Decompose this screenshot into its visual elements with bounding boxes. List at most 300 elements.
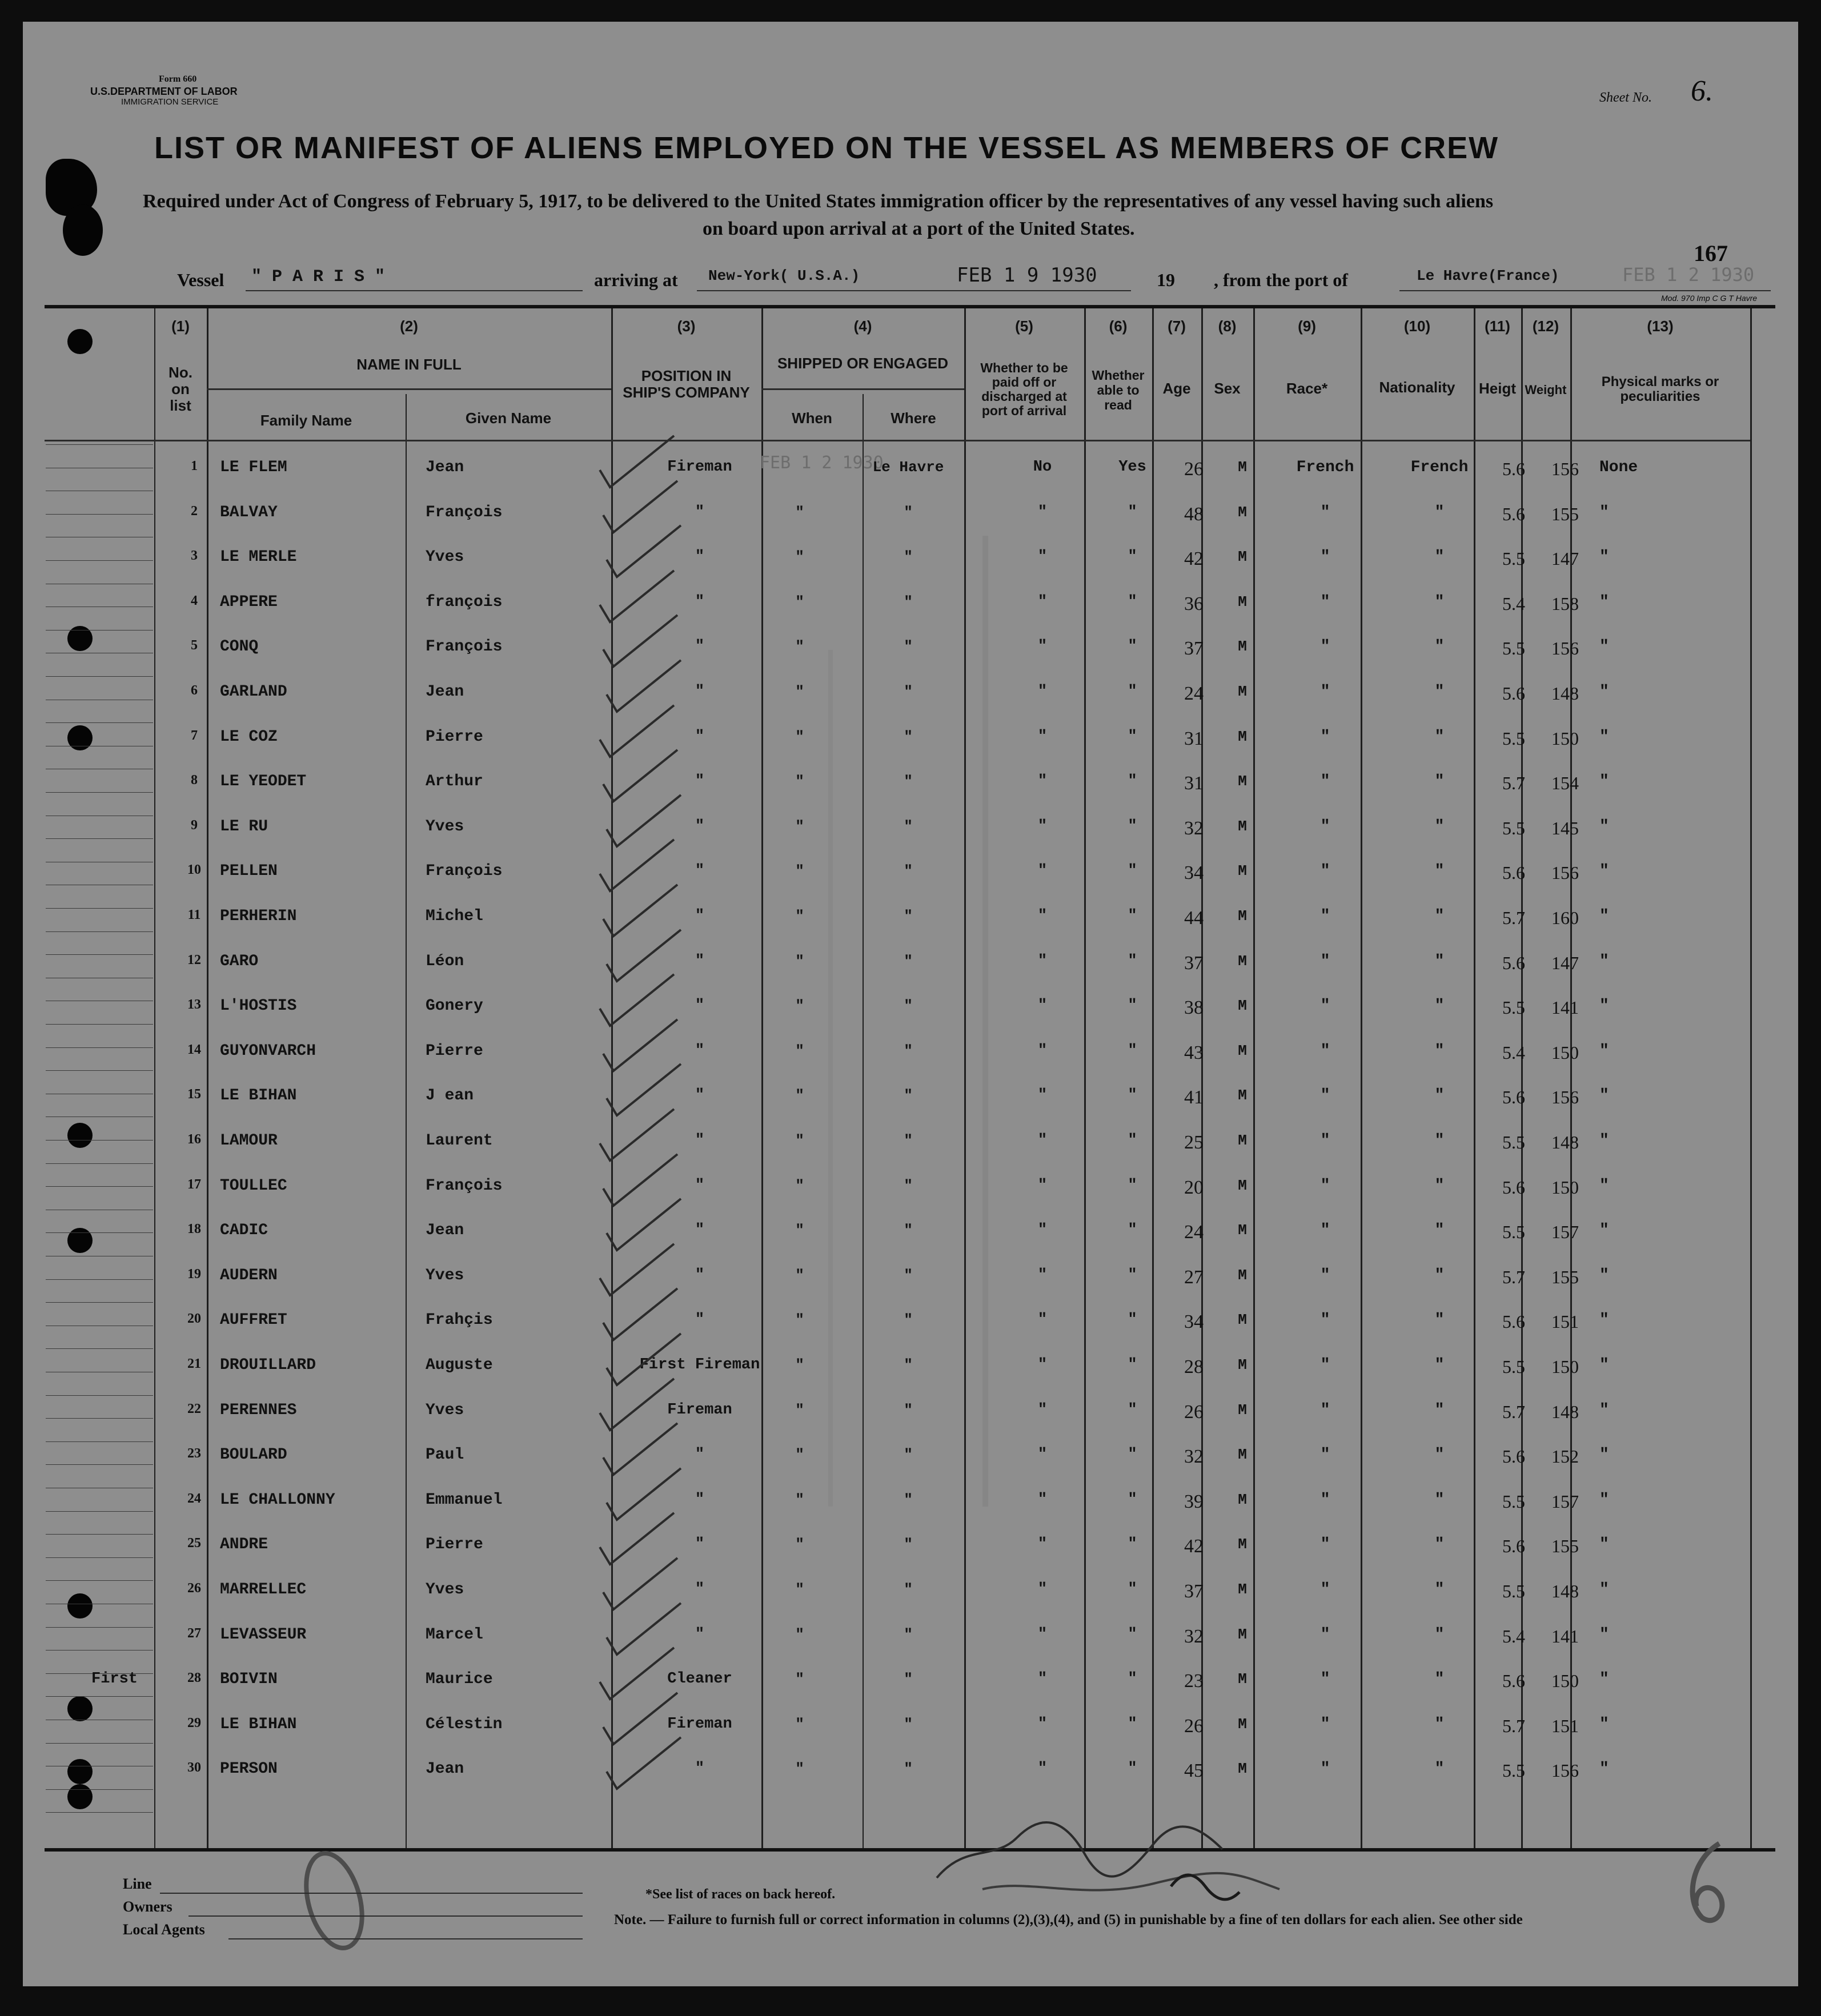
paid-off-cell: ": [1037, 1401, 1048, 1419]
col12-number: (12): [1532, 318, 1559, 335]
shipped-where-cell: ": [904, 1715, 913, 1733]
position-cell: ": [695, 1087, 705, 1105]
height-cell: 5.6: [1502, 1087, 1525, 1108]
weight-cell: 147: [1551, 548, 1579, 569]
family-name-cell: LE BIHAN: [220, 1715, 297, 1733]
sex-cell: M: [1238, 503, 1247, 521]
able-to-read-cell: ": [1128, 548, 1137, 566]
shipped-where-cell: ": [904, 862, 913, 880]
height-cell: 5.7: [1502, 1266, 1525, 1287]
shipped-where-cell: ": [904, 997, 913, 1015]
table-row: [23, 1121, 1798, 1165]
physical-marks-cell: ": [1599, 728, 1609, 746]
family-name-cell: LE COZ: [220, 728, 278, 746]
physical-marks-cell: ": [1599, 817, 1609, 836]
able-to-read-cell: ": [1128, 1042, 1137, 1059]
sex-cell: M: [1238, 459, 1247, 476]
age-cell: 37: [1184, 638, 1204, 660]
height-cell: 5.5: [1502, 1222, 1525, 1243]
able-to-read-cell: ": [1128, 1670, 1137, 1688]
height-cell: 5.5: [1502, 1491, 1525, 1512]
footer-owners-underline: [188, 1915, 583, 1917]
row-number-cell: 1: [191, 459, 198, 473]
family-name-cell: APPERE: [220, 593, 278, 611]
height-cell: 5.5: [1502, 997, 1525, 1018]
shipped-when-cell: ": [795, 1311, 804, 1329]
row-number-cell: 25: [187, 1536, 201, 1551]
family-name-cell: LE FLEM: [220, 459, 287, 476]
race-cell: ": [1320, 1401, 1330, 1419]
year-label: 19: [1157, 270, 1175, 290]
col1-label: No. on list: [169, 364, 192, 414]
shipped-when-cell: ": [795, 503, 804, 521]
row-number-cell: 27: [187, 1625, 201, 1641]
table-row: [23, 806, 1798, 851]
able-to-read-cell: ": [1128, 907, 1137, 925]
paid-off-cell: ": [1037, 1446, 1048, 1464]
race-cell: ": [1320, 1087, 1330, 1105]
shipped-when-cell: ": [795, 952, 804, 970]
paid-off-cell: ": [1037, 1266, 1048, 1284]
table-row: [23, 896, 1798, 941]
nationality-cell: ": [1434, 773, 1445, 791]
position-cell: Fireman: [667, 1715, 732, 1733]
family-name-cell: PERSON: [220, 1760, 278, 1778]
subtitle-line2: on board upon arrival at a port of the United States.: [703, 218, 1135, 239]
race-cell: ": [1320, 773, 1330, 791]
shipped-when-cell: ": [795, 1042, 804, 1059]
shipped-when-cell: ": [795, 1715, 804, 1733]
row-number-cell: 21: [187, 1356, 201, 1371]
table-row: [23, 582, 1798, 627]
shipped-when-cell: FEB 1 2 1930: [760, 453, 884, 473]
sex-cell: M: [1238, 548, 1247, 566]
shipped-where-cell: ": [904, 1536, 913, 1553]
race-cell: ": [1320, 1536, 1330, 1554]
row-number-cell: 20: [187, 1311, 201, 1327]
able-to-read-cell: ": [1128, 593, 1137, 611]
shipped-where-cell: ": [904, 1042, 913, 1059]
age-cell: 26: [1184, 1401, 1204, 1423]
weight-cell: 156: [1551, 459, 1579, 479]
shipped-when-cell: ": [795, 1446, 804, 1464]
physical-marks-cell: ": [1599, 1401, 1609, 1419]
physical-marks-cell: ": [1599, 1536, 1609, 1554]
physical-marks-cell: ": [1599, 1625, 1609, 1644]
paid-off-cell: ": [1037, 1760, 1048, 1778]
header-bottom-rule: [45, 440, 1750, 441]
age-cell: 37: [1184, 1581, 1204, 1602]
height-cell: 5.4: [1502, 1042, 1525, 1063]
nationality-cell: ": [1434, 817, 1445, 836]
physical-marks-cell: ": [1599, 1715, 1609, 1733]
race-cell: ": [1320, 1625, 1330, 1644]
nationality-cell: ": [1434, 1176, 1445, 1195]
shipped-when-cell: ": [795, 1176, 804, 1194]
physical-marks-cell: ": [1599, 593, 1609, 611]
paid-off-cell: ": [1037, 1715, 1048, 1733]
nationality-cell: ": [1434, 548, 1445, 567]
age-cell: 23: [1184, 1670, 1204, 1692]
nationality-cell: ": [1434, 1222, 1445, 1240]
table-row: [23, 1615, 1798, 1659]
height-cell: 5.6: [1502, 862, 1525, 883]
weight-cell: 150: [1551, 1176, 1579, 1198]
shipped-where-cell: ": [904, 1446, 913, 1464]
physical-marks-cell: ": [1599, 862, 1609, 881]
family-name-cell: PELLEN: [220, 862, 278, 881]
nationality-cell: ": [1434, 683, 1445, 701]
shipped-where-cell: ": [904, 817, 913, 835]
paid-off-cell: ": [1037, 1222, 1048, 1239]
age-cell: 45: [1184, 1760, 1204, 1782]
able-to-read-cell: ": [1128, 1715, 1137, 1733]
age-cell: 31: [1184, 773, 1204, 794]
position-cell: ": [695, 1760, 705, 1778]
height-cell: 5.6: [1502, 1536, 1525, 1557]
position-cell: ": [695, 1625, 705, 1643]
paid-off-cell: ": [1037, 1132, 1048, 1149]
sex-cell: M: [1238, 728, 1247, 745]
position-cell: ": [695, 1581, 705, 1598]
col4-number: (4): [853, 318, 872, 335]
sex-cell: M: [1238, 1581, 1247, 1598]
paid-off-cell: ": [1037, 503, 1048, 521]
able-to-read-cell: ": [1128, 1356, 1137, 1374]
position-cell: ": [695, 1446, 705, 1464]
race-cell: ": [1320, 503, 1330, 521]
family-name-cell: L'HOSTIS: [220, 997, 297, 1015]
given-name-cell: Pierre: [426, 1042, 483, 1060]
height-cell: 5.7: [1502, 773, 1525, 794]
given-name-cell: Pierre: [426, 1536, 483, 1554]
shipped-when-cell: ": [795, 1356, 804, 1374]
sex-cell: M: [1238, 1222, 1247, 1239]
race-cell: ": [1320, 548, 1330, 567]
weight-cell: 150: [1551, 1670, 1579, 1692]
shipped-where-cell: ": [904, 1087, 913, 1105]
able-to-read-cell: ": [1128, 997, 1137, 1015]
family-name-cell: AUDERN: [220, 1266, 278, 1284]
physical-marks-cell: ": [1599, 1176, 1609, 1195]
shipped-where-cell: ": [904, 907, 913, 925]
able-to-read-cell: ": [1128, 728, 1137, 745]
nationality-cell: ": [1434, 593, 1445, 611]
height-cell: 5.7: [1502, 907, 1525, 928]
handwritten-mark: [1674, 1832, 1742, 1929]
race-cell: ": [1320, 1176, 1330, 1195]
paid-off-cell: ": [1037, 1536, 1048, 1553]
physical-marks-cell: ": [1599, 1042, 1609, 1060]
given-name-cell: Jean: [426, 1222, 464, 1240]
shipped-when-cell: ": [795, 1625, 804, 1643]
age-cell: 41: [1184, 1087, 1204, 1109]
margin-rule-line: [46, 444, 153, 445]
weight-cell: 145: [1551, 817, 1579, 838]
table-top-border: [45, 305, 1775, 308]
subtitle-line1: Required under Act of Congress of February 5, 1917, to be delivered to the United States immigration officer by the representatives of any vessel having such aliens: [143, 191, 1494, 212]
sex-cell: M: [1238, 997, 1247, 1015]
family-name-cell: BOULARD: [220, 1446, 287, 1464]
row-number-cell: 28: [187, 1670, 201, 1686]
weight-cell: 148: [1551, 1581, 1579, 1601]
weight-cell: 157: [1551, 1222, 1579, 1243]
nationality-cell: ": [1434, 1715, 1445, 1733]
race-cell: ": [1320, 817, 1330, 836]
col11-number: (11): [1485, 318, 1510, 335]
department-label: U.S.DEPARTMENT OF LABOR: [90, 86, 238, 97]
weight-cell: 148: [1551, 683, 1579, 704]
table-row: [23, 627, 1798, 671]
arriving-label: arriving at: [594, 270, 678, 290]
row-number-cell: 5: [191, 638, 198, 653]
sex-cell: M: [1238, 1132, 1247, 1149]
weight-cell: 148: [1551, 1401, 1579, 1422]
form-number: Form 660: [159, 74, 197, 84]
age-cell: 26: [1184, 1715, 1204, 1737]
sheet-label: Sheet No.: [1599, 90, 1652, 105]
weight-cell: 152: [1551, 1446, 1579, 1467]
race-cell: ": [1320, 1670, 1330, 1689]
row-number-cell: 3: [191, 548, 198, 564]
sex-cell: M: [1238, 1401, 1247, 1419]
shipped-where-cell: ": [904, 728, 913, 745]
row-number-cell: 12: [187, 952, 201, 967]
age-cell: 26: [1184, 459, 1204, 480]
footer-agents-underline: [228, 1938, 583, 1939]
position-cell: ": [695, 1132, 705, 1149]
from-port-label: , from the port of: [1214, 270, 1348, 290]
sex-cell: M: [1238, 683, 1247, 700]
nationality-cell: ": [1434, 1132, 1445, 1150]
sex-cell: M: [1238, 638, 1247, 656]
row-number-cell: 15: [187, 1087, 201, 1102]
row-number-cell: 2: [191, 503, 198, 519]
nationality-cell: ": [1434, 1536, 1445, 1554]
age-cell: 24: [1184, 1222, 1204, 1243]
able-to-read-cell: ": [1128, 1401, 1137, 1419]
position-cell: Fireman: [667, 459, 732, 476]
position-cell: ": [695, 1536, 705, 1553]
col11-label: Heigt: [1479, 380, 1516, 397]
race-cell: ": [1320, 1581, 1330, 1599]
col5-number: (5): [1015, 318, 1033, 335]
footer-agents-label: Local Agents: [123, 1921, 205, 1938]
nationality-cell: ": [1434, 907, 1445, 925]
shipped-when-cell: ": [795, 1266, 804, 1284]
family-name-cell: PERENNES: [220, 1401, 297, 1419]
arriving-underline: [697, 290, 1131, 291]
family-name-cell: MARRELLEC: [220, 1581, 307, 1599]
row-number-cell: 7: [191, 728, 198, 743]
able-to-read-cell: ": [1128, 1625, 1137, 1643]
col7-label: Age: [1162, 380, 1191, 397]
able-to-read-cell: ": [1128, 773, 1137, 790]
height-cell: 5.5: [1502, 1581, 1525, 1601]
sex-cell: M: [1238, 1446, 1247, 1464]
race-cell: ": [1320, 952, 1330, 970]
row-number-cell: 9: [191, 817, 198, 833]
paid-off-cell: ": [1037, 548, 1048, 566]
physical-marks-cell: ": [1599, 997, 1609, 1015]
row-number-cell: 19: [187, 1266, 201, 1282]
paid-off-cell: ": [1037, 1625, 1048, 1643]
shipped-where-cell: Le Havre: [872, 459, 944, 476]
table-row: [23, 1704, 1798, 1749]
weight-cell: 155: [1551, 503, 1579, 524]
table-row: [23, 1345, 1798, 1389]
table-row: [23, 1390, 1798, 1435]
race-cell: ": [1320, 638, 1330, 656]
physical-marks-cell: ": [1599, 1356, 1609, 1374]
margin-note: First: [91, 1670, 138, 1688]
position-cell: ": [695, 1266, 705, 1284]
handwritten-mark: [291, 1838, 377, 1963]
position-cell: ": [695, 1491, 705, 1508]
shipped-when-cell: ": [795, 862, 804, 880]
table-row: [23, 941, 1798, 986]
footer-owners-label: Owners: [123, 1898, 173, 1915]
position-cell: ": [695, 1311, 705, 1329]
height-cell: 5.6: [1502, 952, 1525, 973]
race-cell: ": [1320, 1491, 1330, 1509]
height-cell: 5.4: [1502, 1625, 1525, 1646]
nationality-cell: ": [1434, 638, 1445, 656]
col5-label: Whether to be paid off or discharged at port of arrival: [980, 360, 1068, 418]
col2-given-label: Given Name: [465, 409, 552, 427]
col3-label: POSITION IN SHIP'S COMPANY: [623, 367, 750, 401]
sex-cell: M: [1238, 817, 1247, 835]
age-cell: 32: [1184, 817, 1204, 839]
race-cell: ": [1320, 1311, 1330, 1330]
height-cell: 5.4: [1502, 593, 1525, 614]
given-name-cell: Yves: [426, 817, 464, 836]
position-cell: ": [695, 997, 705, 1015]
able-to-read-cell: ": [1128, 862, 1137, 880]
sheet-number: 6.: [1691, 75, 1713, 107]
col3-number: (3): [677, 318, 696, 335]
shipped-when-cell: ": [795, 1087, 804, 1105]
paid-off-cell: ": [1037, 773, 1048, 790]
shipped-when-cell: ": [795, 1401, 804, 1419]
shipped-where-cell: ": [904, 1266, 913, 1284]
sex-cell: M: [1238, 952, 1247, 970]
nationality-cell: ": [1434, 1042, 1445, 1060]
given-name-cell: Auguste: [426, 1356, 493, 1374]
position-cell: ": [695, 548, 705, 566]
table-row: [23, 1569, 1798, 1614]
shipped-where-cell: ": [904, 683, 913, 700]
position-cell: ": [695, 638, 705, 656]
sex-cell: M: [1238, 1042, 1247, 1059]
race-cell: ": [1320, 1266, 1330, 1284]
given-name-cell: Arthur: [426, 773, 483, 791]
race-cell: ": [1320, 862, 1330, 881]
table-row: [23, 1255, 1798, 1300]
weight-cell: 156: [1551, 638, 1579, 659]
row-number-cell: 23: [187, 1446, 201, 1461]
position-cell: ": [695, 862, 705, 880]
given-name-cell: Yves: [426, 1401, 464, 1419]
col4-label: SHIPPED OR ENGAGED: [777, 355, 949, 372]
weight-cell: 141: [1551, 997, 1579, 1018]
position-cell: ": [695, 1042, 705, 1059]
position-cell: ": [695, 593, 705, 611]
sex-cell: M: [1238, 1266, 1247, 1284]
shipped-where-cell: ": [904, 773, 913, 790]
nationality-cell: ": [1434, 1581, 1445, 1599]
vessel-underline: [246, 290, 583, 291]
col2-family-label: Family Name: [260, 412, 352, 429]
family-name-cell: BOIVIN: [220, 1670, 278, 1689]
nationality-cell: ": [1434, 503, 1445, 521]
given-name-cell: Léon: [426, 952, 464, 970]
ink-blot: [63, 204, 103, 256]
shipped-where-cell: ": [904, 1581, 913, 1598]
shipped-where-cell: ": [904, 1760, 913, 1778]
nationality-cell: French: [1410, 459, 1469, 476]
given-name-cell: François: [426, 862, 503, 881]
able-to-read-cell: ": [1128, 1087, 1137, 1105]
nationality-cell: ": [1434, 1311, 1445, 1330]
shipped-when-cell: ": [795, 593, 804, 611]
table-row: [23, 761, 1798, 806]
row-number-cell: 8: [191, 773, 198, 788]
position-cell: ": [695, 817, 705, 835]
given-name-cell: Michel: [426, 907, 483, 925]
shipped-when-cell: ": [795, 1581, 804, 1598]
shipped-where-cell: ": [904, 593, 913, 611]
family-name-cell: LAMOUR: [220, 1132, 278, 1150]
race-cell: ": [1320, 1446, 1330, 1464]
race-cell: ": [1320, 1132, 1330, 1150]
arrival-date-stamp: FEB 1 9 1930: [957, 264, 1097, 287]
height-cell: 5.6: [1502, 503, 1525, 524]
binder-hole: [67, 329, 93, 354]
col10-label: Nationality: [1379, 379, 1455, 396]
shipped-where-cell: ": [904, 1176, 913, 1194]
shipped-where-cell: ": [904, 1356, 913, 1374]
sex-cell: M: [1238, 1760, 1247, 1778]
paid-off-cell: ": [1037, 593, 1048, 611]
age-cell: 32: [1184, 1446, 1204, 1468]
shipped-when-cell: ": [795, 1132, 804, 1149]
row-number-cell: 14: [187, 1042, 201, 1057]
height-cell: 5.7: [1502, 1715, 1525, 1736]
position-cell: ": [695, 1176, 705, 1194]
given-name-cell: Jean: [426, 683, 464, 701]
age-cell: 28: [1184, 1356, 1204, 1378]
table-row: [23, 1075, 1798, 1120]
able-to-read-cell: ": [1128, 1311, 1137, 1329]
age-cell: 34: [1184, 1311, 1204, 1333]
able-to-read-cell: ": [1128, 1491, 1137, 1508]
given-name-cell: Yves: [426, 548, 464, 567]
position-cell: Fireman: [667, 1401, 732, 1419]
family-name-cell: CADIC: [220, 1222, 268, 1240]
col4-when-label: When: [792, 409, 832, 427]
paid-off-cell: ": [1037, 1176, 1048, 1194]
able-to-read-cell: ": [1128, 1536, 1137, 1553]
table-row: [23, 1524, 1798, 1569]
sex-cell: M: [1238, 1715, 1247, 1733]
weight-cell: 154: [1551, 773, 1579, 794]
age-cell: 37: [1184, 952, 1204, 974]
shipped-when-cell: ": [795, 548, 804, 566]
position-cell: First Fireman: [639, 1356, 760, 1374]
height-cell: 5.5: [1502, 548, 1525, 569]
height-cell: 5.5: [1502, 1356, 1525, 1377]
